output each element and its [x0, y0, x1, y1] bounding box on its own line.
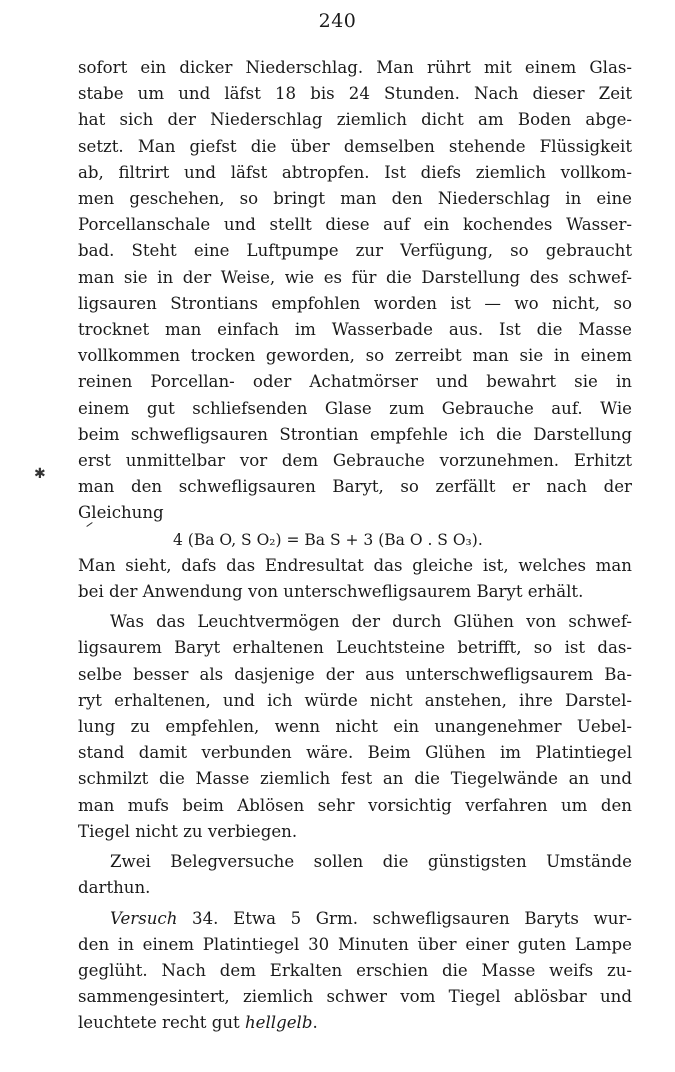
text-line: sofort ein dicker Niederschlag. Man rührt mit einem Glas- — [78, 58, 632, 77]
text-line: beim schwefligsauren Strontian empfehle ich die Darstellung — [78, 424, 632, 444]
paragraph-4 — [78, 906, 632, 1037]
text-line: bad. Steht eine Luftpumpe zur Verfügung, so gebraucht — [78, 241, 632, 261]
text-line: Porcellanschale und stellt diese auf ein kochendes Wasser- — [78, 215, 632, 235]
text-line: man mufs beim Ablösen sehr vorsichtig verfahren um den — [78, 795, 632, 815]
text-line: selbe besser als dasjenige der aus unterschwefligsaurem Ba- — [78, 664, 632, 684]
text-line: einem gut schliefsenden Glase zum Gebrauche auf. Wie — [78, 398, 632, 418]
text-line: Was das Leuchtvermögen der durch Glühen von schwef- — [110, 612, 632, 632]
text-line: men geschehen, so bringt man den Niederschlag in eine — [78, 189, 632, 209]
text-run: 34. Etwa 5 Grm. schwefligsauren Baryts wur- — [177, 908, 632, 928]
text-line: reinen Porcellan- oder Achatmörser und bewahrt sie in — [78, 372, 632, 392]
text-line: hat sich der Niederschlag ziemlich dicht am Boden abge- — [78, 110, 632, 130]
text-line: Tiegel nicht zu verbiegen. — [78, 821, 298, 841]
text-line: man sie in der Weise, wie es für die Darstellung des schwef- — [78, 267, 632, 287]
paragraph-after-formula — [78, 553, 632, 605]
text-line: trocknet man einfach im Wasserbade aus. Ist die Masse — [78, 320, 632, 340]
text-line: sammengesintert, ziemlich schwer vom Tiegel ablösbar und — [78, 987, 632, 1007]
italic-term: hellgelb — [244, 1013, 313, 1033]
margin-mark: ✱ — [34, 466, 46, 482]
text-line: Gleichung — [78, 503, 164, 523]
text-line: Man sieht, dafs das Endresultat das gleiche ist, welches man — [78, 555, 632, 575]
text-line: ab, filtrirt und läfst abtropfen. Ist diefs ziemlich vollkom- — [78, 162, 632, 182]
text-line: den in einem Platintiegel 30 Minuten über einer guten Lampe — [78, 934, 632, 954]
text-run: leuchtete recht gut — [78, 1013, 245, 1033]
text-line — [78, 1010, 632, 1036]
paragraph-1 — [78, 55, 632, 527]
text-line: stand damit verbunden wäre. Beim Glühen im Platintiegel — [78, 743, 632, 763]
paragraph-3 — [78, 849, 632, 901]
text-line: bei der Anwendung von unterschwefligsaurem Baryt erhält. — [78, 582, 584, 602]
text-line: setzt. Man giefst die über demselben stehende Flüssigkeit — [78, 136, 632, 156]
paragraph-2 — [78, 609, 632, 845]
text-line: lung zu empfehlen, wenn nicht ein unangenehmer Uebel- — [78, 717, 632, 737]
text-line: stabe um und läfst 18 bis 24 Stunden. Nach dieser Zeit — [78, 84, 632, 104]
text-line: schmilzt die Masse ziemlich fest an die Tiegelwände an und — [78, 769, 632, 789]
text-line: ligsauren Strontians empfohlen worden ist — wo nicht, so — [78, 293, 632, 313]
chemical-equation: 4 (Ba O, S O₂) = Ba S + 3 (Ba O . S O₃). — [173, 530, 483, 549]
text-line: Zwei Belegversuche sollen die günstigsten Umstände — [110, 852, 632, 872]
page-number: 240 — [318, 10, 357, 32]
text-line: geglüht. Nach dem Erkalten erschien die Masse weifs zu- — [78, 960, 632, 980]
text-line: ryt erhaltenen, und ich würde nicht anstehen, ihre Darstel- — [78, 690, 632, 710]
text-line: darthun. — [78, 878, 151, 898]
text-line — [78, 906, 632, 932]
text-line: ligsaurem Baryt erhaltenen Leuchtsteine betrifft, so ist das- — [78, 638, 632, 658]
text-line: man den schwefligsauren Baryt, so zerfällt er nach der — [78, 477, 632, 497]
text-line: vollkommen trocken geworden, so zerreibt man sie in einem — [78, 346, 632, 366]
body-text — [78, 55, 632, 1037]
text-run: . — [312, 1013, 318, 1033]
text-line: erst unmittelbar vor dem Gebrauche vorzunehmen. Erhitzt — [78, 451, 632, 471]
experiment-label: Versuch — [110, 908, 178, 928]
